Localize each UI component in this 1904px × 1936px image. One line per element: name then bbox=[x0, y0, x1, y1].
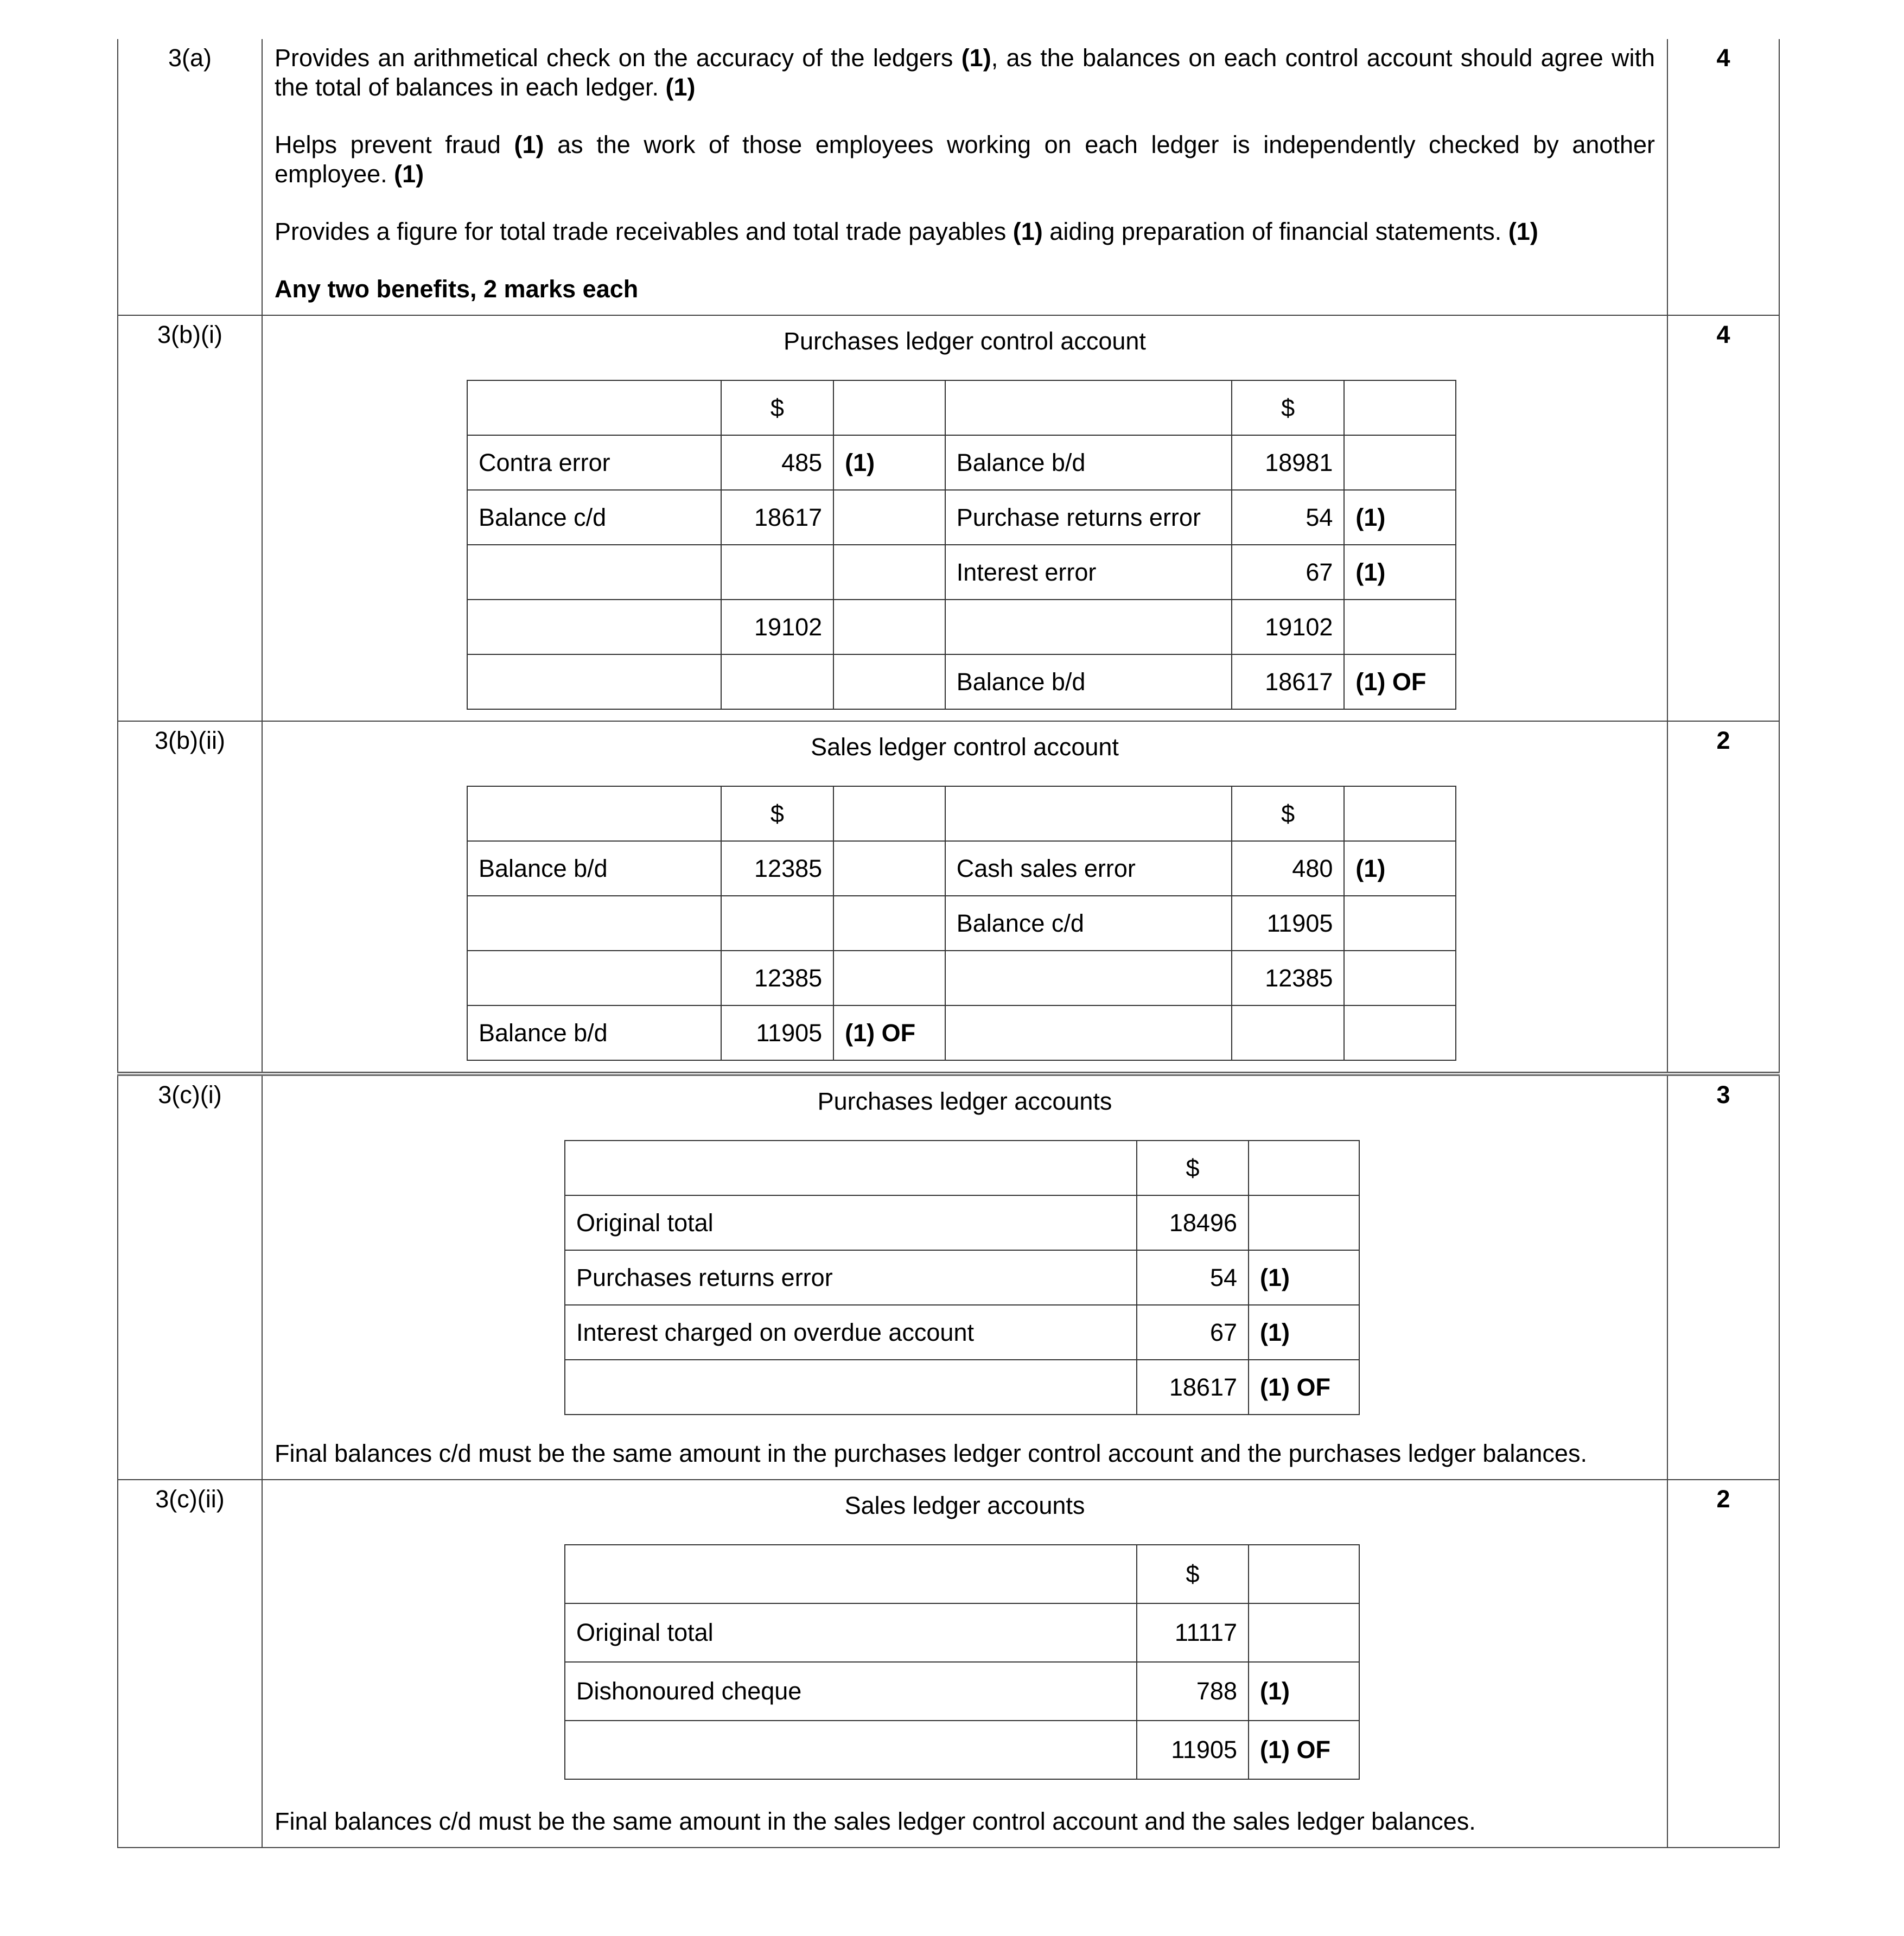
marking-guidance: Any two benefits, 2 marks each bbox=[275, 275, 639, 303]
mark-scheme-table bbox=[117, 39, 1780, 1848]
account-row bbox=[467, 1005, 1456, 1060]
marks: 2 bbox=[1667, 721, 1779, 1074]
answer-point: Provides a figure for total trade receivables and total trade payables (1) aiding preparation of financial statements. (1) bbox=[275, 218, 1538, 245]
mark-cell bbox=[833, 545, 945, 600]
answer-point: Provides an arithmetical check on the accuracy of the ledgers (1), as the balances on each control account should agree with the total of balances in each ledger. (1) bbox=[275, 44, 1655, 101]
mark-cell: (1) bbox=[1344, 545, 1456, 600]
amount-cell: 11905 bbox=[1232, 896, 1345, 951]
detail-cell: Balance b/d bbox=[467, 1005, 721, 1060]
amount-cell: $ bbox=[721, 380, 834, 435]
amount-cell: 54 bbox=[1232, 490, 1345, 545]
detail-cell bbox=[945, 1005, 1232, 1060]
account-row bbox=[467, 951, 1456, 1005]
answer-cell bbox=[262, 1074, 1667, 1480]
detail-cell bbox=[565, 1141, 1137, 1195]
mark-cell bbox=[833, 380, 945, 435]
amount-cell: 18617 bbox=[1137, 1360, 1249, 1415]
question-number: 3(b)(i) bbox=[118, 315, 262, 721]
account-row bbox=[565, 1195, 1359, 1250]
account-row bbox=[565, 1250, 1359, 1305]
amount-cell: 54 bbox=[1137, 1250, 1249, 1305]
amount-cell bbox=[721, 896, 834, 951]
question-number: 3(b)(ii) bbox=[118, 721, 262, 1074]
mark-cell: (1) OF bbox=[833, 1005, 945, 1060]
account-title: Sales ledger control account bbox=[811, 733, 1119, 761]
detail-cell bbox=[467, 654, 721, 709]
amount-cell bbox=[721, 545, 834, 600]
account-row bbox=[467, 380, 1456, 435]
amount-cell: 18617 bbox=[721, 490, 834, 545]
account-row bbox=[565, 1721, 1359, 1779]
detail-cell bbox=[467, 896, 721, 951]
amount-cell: 11905 bbox=[1137, 1721, 1249, 1779]
detail-cell bbox=[945, 380, 1232, 435]
row-3ci bbox=[118, 1074, 1779, 1480]
account-title: Sales ledger accounts bbox=[844, 1492, 1085, 1519]
amount-cell: $ bbox=[1137, 1141, 1249, 1195]
detail-cell: Original total bbox=[565, 1603, 1137, 1662]
mark-cell bbox=[833, 654, 945, 709]
mark-cell bbox=[833, 841, 945, 896]
detail-cell: Purchases returns error bbox=[565, 1250, 1137, 1305]
detail-cell: Original total bbox=[565, 1195, 1137, 1250]
amount-cell: 11905 bbox=[721, 1005, 834, 1060]
row-3bii bbox=[118, 721, 1779, 1074]
account-row bbox=[565, 1662, 1359, 1721]
row-3bi bbox=[118, 315, 1779, 721]
mark-cell bbox=[833, 951, 945, 1005]
mark-cell bbox=[833, 786, 945, 841]
detail-cell: Balance c/d bbox=[467, 490, 721, 545]
marks: 4 bbox=[1667, 39, 1779, 315]
detail-cell bbox=[467, 545, 721, 600]
mark-cell bbox=[1344, 435, 1456, 490]
amount-cell: 19102 bbox=[1232, 600, 1345, 654]
mark-cell bbox=[1344, 1005, 1456, 1060]
question-number: 3(c)(ii) bbox=[118, 1480, 262, 1848]
sales-ledger-control-account bbox=[467, 786, 1456, 1061]
account-row bbox=[467, 896, 1456, 951]
amount-cell: 18617 bbox=[1232, 654, 1345, 709]
mark-cell bbox=[1249, 1195, 1359, 1250]
account-row bbox=[565, 1603, 1359, 1662]
mark-cell bbox=[1344, 896, 1456, 951]
mark-cell: (1) OF bbox=[1344, 654, 1456, 709]
amount-cell: $ bbox=[721, 786, 834, 841]
mark-cell: (1) bbox=[1344, 841, 1456, 896]
mark-cell: (1) bbox=[1249, 1305, 1359, 1360]
amount-cell: 788 bbox=[1137, 1662, 1249, 1721]
mark-cell: (1) OF bbox=[1249, 1360, 1359, 1415]
mark-cell: (1) bbox=[833, 435, 945, 490]
detail-cell bbox=[467, 600, 721, 654]
account-row bbox=[565, 1305, 1359, 1360]
detail-cell: Contra error bbox=[467, 435, 721, 490]
row-3a bbox=[118, 39, 1779, 315]
amount-cell: 11117 bbox=[1137, 1603, 1249, 1662]
amount-cell: 12385 bbox=[721, 951, 834, 1005]
amount-cell: $ bbox=[1232, 786, 1345, 841]
question-number: 3(c)(i) bbox=[118, 1074, 262, 1480]
detail-cell bbox=[565, 1360, 1137, 1415]
mark-cell: (1) bbox=[1249, 1250, 1359, 1305]
amount-cell: 67 bbox=[1137, 1305, 1249, 1360]
account-row bbox=[467, 490, 1456, 545]
mark-cell bbox=[833, 896, 945, 951]
detail-cell: Balance b/d bbox=[945, 654, 1232, 709]
mark-cell bbox=[1344, 600, 1456, 654]
detail-cell: Interest charged on overdue account bbox=[565, 1305, 1137, 1360]
amount-cell: 12385 bbox=[721, 841, 834, 896]
account-row bbox=[467, 654, 1456, 709]
detail-cell bbox=[467, 951, 721, 1005]
account-title: Purchases ledger accounts bbox=[817, 1087, 1112, 1115]
mark-cell bbox=[1344, 951, 1456, 1005]
detail-cell: Cash sales error bbox=[945, 841, 1232, 896]
purchases-ledger-accounts bbox=[564, 1140, 1360, 1415]
answer-cell bbox=[262, 315, 1667, 721]
detail-cell: Purchase returns error bbox=[945, 490, 1232, 545]
detail-cell: Balance b/d bbox=[945, 435, 1232, 490]
purchases-ledger-control-account bbox=[467, 380, 1456, 710]
amount-cell: 18496 bbox=[1137, 1195, 1249, 1250]
account-row bbox=[467, 786, 1456, 841]
amount-cell: 485 bbox=[721, 435, 834, 490]
amount-cell: 480 bbox=[1232, 841, 1345, 896]
mark-cell: (1) bbox=[1344, 490, 1456, 545]
account-row bbox=[467, 545, 1456, 600]
detail-cell bbox=[565, 1721, 1137, 1779]
answer-point: Helps prevent fraud (1) as the work of those employees working on each ledger is independently checked by another employee. (1) bbox=[275, 131, 1655, 188]
detail-cell bbox=[945, 600, 1232, 654]
detail-cell bbox=[945, 786, 1232, 841]
answer-cell bbox=[262, 1480, 1667, 1848]
account-row bbox=[565, 1360, 1359, 1415]
amount-cell: 12385 bbox=[1232, 951, 1345, 1005]
detail-cell bbox=[467, 380, 721, 435]
amount-cell: 18981 bbox=[1232, 435, 1345, 490]
detail-cell: Interest error bbox=[945, 545, 1232, 600]
amount-cell: 19102 bbox=[721, 600, 834, 654]
account-row bbox=[467, 435, 1456, 490]
marks: 3 bbox=[1667, 1074, 1779, 1480]
account-title: Purchases ledger control account bbox=[784, 327, 1146, 355]
detail-cell bbox=[945, 951, 1232, 1005]
mark-cell bbox=[1249, 1545, 1359, 1603]
detail-cell bbox=[565, 1545, 1137, 1603]
answer-note: Final balances c/d must be the same amount in the purchases ledger control account and the purchases ledger balances. bbox=[275, 1440, 1587, 1467]
marks: 2 bbox=[1667, 1480, 1779, 1848]
account-row bbox=[565, 1545, 1359, 1603]
answer-cell bbox=[262, 721, 1667, 1074]
amount-cell: $ bbox=[1232, 380, 1345, 435]
answer-note: Final balances c/d must be the same amount in the sales ledger control account and the sales ledger balances. bbox=[275, 1807, 1476, 1835]
amount-cell: $ bbox=[1137, 1545, 1249, 1603]
mark-cell bbox=[1344, 786, 1456, 841]
answer-cell bbox=[262, 39, 1667, 315]
mark-cell bbox=[833, 600, 945, 654]
account-row bbox=[565, 1141, 1359, 1195]
mark-cell: (1) OF bbox=[1249, 1721, 1359, 1779]
mark-cell bbox=[1249, 1603, 1359, 1662]
detail-cell: Balance c/d bbox=[945, 896, 1232, 951]
mark-cell bbox=[833, 490, 945, 545]
marks: 4 bbox=[1667, 315, 1779, 721]
detail-cell: Dishonoured cheque bbox=[565, 1662, 1137, 1721]
amount-cell: 67 bbox=[1232, 545, 1345, 600]
question-number: 3(a) bbox=[118, 39, 262, 315]
mark-cell bbox=[1249, 1141, 1359, 1195]
sales-ledger-accounts bbox=[564, 1544, 1360, 1780]
amount-cell bbox=[1232, 1005, 1345, 1060]
detail-cell: Balance b/d bbox=[467, 841, 721, 896]
account-row bbox=[467, 600, 1456, 654]
mark-cell: (1) bbox=[1249, 1662, 1359, 1721]
row-3cii bbox=[118, 1480, 1779, 1848]
mark-cell bbox=[1344, 380, 1456, 435]
account-row bbox=[467, 841, 1456, 896]
amount-cell bbox=[721, 654, 834, 709]
detail-cell bbox=[467, 786, 721, 841]
